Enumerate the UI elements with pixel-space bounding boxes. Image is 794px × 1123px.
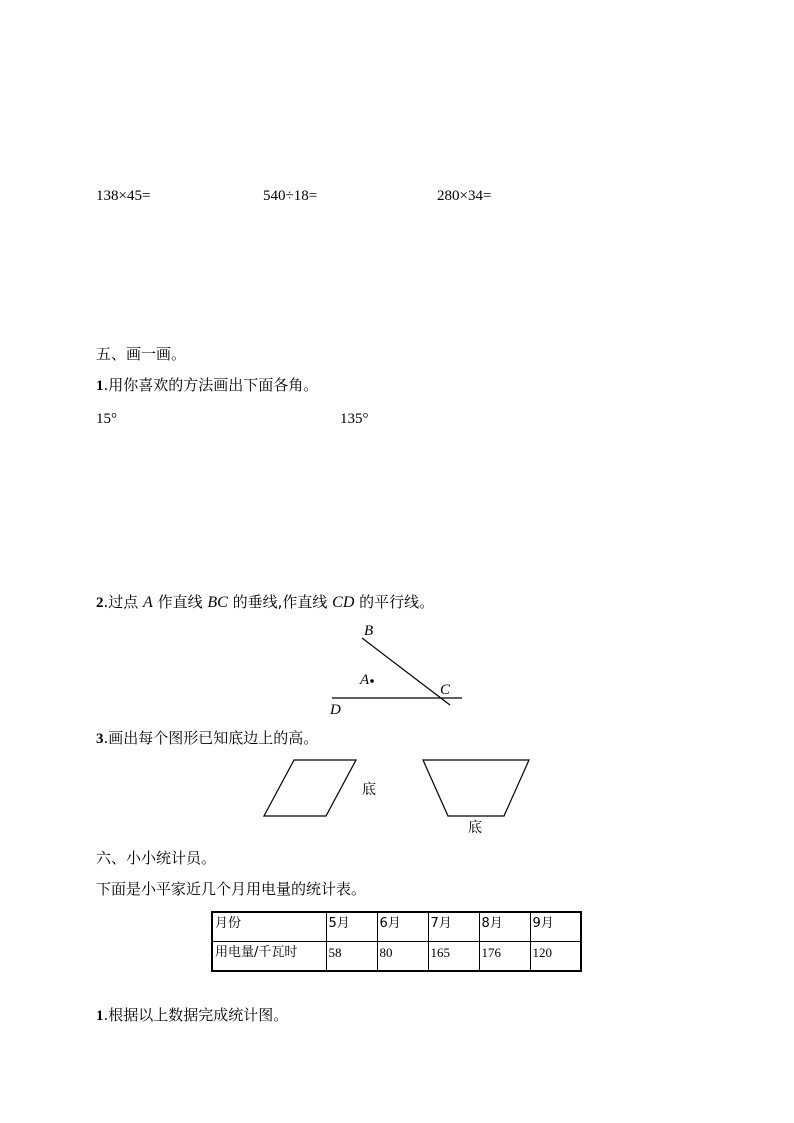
q6-1-prompt: .根据以上数据完成统计图。 [103,1006,289,1024]
shapes-figure [255,752,545,838]
calc-3: 280×34= [437,188,492,204]
q5-2-text-d: 的平行线。 [354,593,435,611]
q5-2-text-a: .过点 [103,593,144,611]
var-cd: CD [332,594,355,611]
section-6-title: 六、小小统计员。 [96,849,217,867]
trapezoid [423,760,529,816]
q5-1-number: 1 [96,378,104,394]
electricity-table [211,911,582,972]
table-row [212,942,581,972]
table-cell: 7月 [428,912,479,942]
q5-3-number: 3 [96,731,104,747]
table-cell: 9月 [530,912,581,942]
q6-1-text [96,1004,288,1025]
table-cell: 6月 [377,912,428,942]
parallelogram [264,760,356,816]
table-cell: 80 [377,942,428,972]
table-cell: 165 [428,942,479,972]
table-cell: 58 [326,942,377,972]
table-cell: 用电量/千瓦时 [212,942,326,972]
table-cell: 月份 [212,912,326,942]
point-a [370,679,374,683]
parallelogram-base-label: 底 [362,782,376,798]
table-cell: 5月 [326,912,377,942]
section-5-title: 五、画一画。 [96,345,187,363]
lines-figure [320,615,480,720]
q5-1-text [96,374,318,395]
table-cell: 8月 [479,912,530,942]
var-a: A [143,594,153,611]
var-bc: BC [207,594,228,611]
section-6-intro: 下面是小平家近几个月用电量的统计表。 [96,880,367,898]
q5-2-text-b: 作直线 [152,593,208,611]
calc-1: 138×45= [96,188,151,204]
label-a: A [360,672,370,688]
label-d: D [330,702,341,718]
label-c: C [440,682,451,698]
calc-2: 540÷18= [263,188,318,204]
angle-135: 135° [340,411,369,427]
table-cell: 176 [479,942,530,972]
q6-1-number: 1 [96,1008,104,1024]
q5-2-number: 2 [96,595,104,611]
angle-15: 15° [96,411,117,427]
label-b: B [364,623,374,639]
q5-3-text [96,727,318,748]
q5-2-text [96,591,434,612]
q5-3-prompt: .画出每个图形已知底边上的高。 [103,729,319,747]
table-cell: 120 [530,942,581,972]
table-header-row [212,912,581,942]
trapezoid-base-label: 底 [468,820,482,836]
line-bc [362,638,450,705]
q5-1-prompt: .用你喜欢的方法画出下面各角。 [103,376,319,394]
q5-2-text-c: 的垂线,作直线 [227,593,333,611]
